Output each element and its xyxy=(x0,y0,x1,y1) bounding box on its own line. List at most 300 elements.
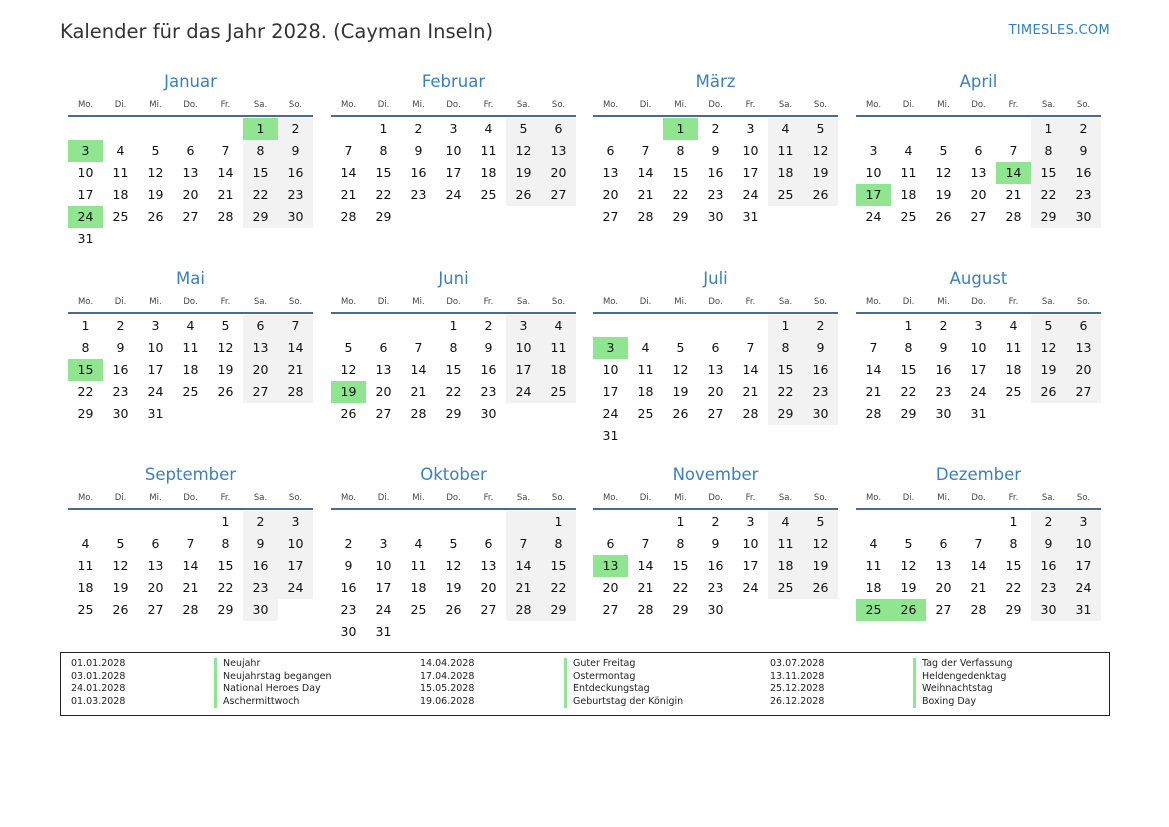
weekday-label: Mo. xyxy=(602,297,619,307)
day-cell: 27 xyxy=(1066,381,1101,403)
day-cell: 27 xyxy=(602,209,619,224)
empty-cell xyxy=(593,315,628,337)
day-cell: 28 xyxy=(410,406,427,421)
day-cell: 21 xyxy=(637,580,654,595)
day-cell: 23 xyxy=(707,187,724,202)
day-cell: 27 xyxy=(602,602,619,617)
header-rule xyxy=(331,312,576,314)
day-cell: 5 xyxy=(449,536,458,551)
day-cell: 9 xyxy=(278,140,313,162)
month-name: Mai xyxy=(176,269,205,288)
day-cell: 10 xyxy=(147,340,164,355)
day-cell: 10 xyxy=(602,362,619,377)
day-cell: 24 xyxy=(147,384,164,399)
weekday-label: Do. xyxy=(183,297,198,307)
day-cell: 21 xyxy=(865,384,882,399)
empty-cell xyxy=(628,511,663,533)
weekday-label: So. xyxy=(813,297,828,307)
day-cell: 17 xyxy=(445,165,462,180)
day-cell: 16 xyxy=(1031,555,1066,577)
weekday-label: Mi. xyxy=(149,297,162,307)
day-cell: 12 xyxy=(935,165,952,180)
weekday-label: Sa. xyxy=(253,100,268,110)
holiday-date: 03.01.2028 xyxy=(71,670,126,682)
day-cell: 2 xyxy=(711,121,720,136)
day-cell: 4 xyxy=(414,536,423,551)
weekday-label: Sa. xyxy=(778,493,793,503)
day-cell: 23 xyxy=(410,187,427,202)
day-cell: 20 xyxy=(147,580,164,595)
day-cell: 2 xyxy=(1066,118,1101,140)
day-cell: 6 xyxy=(151,536,160,551)
day-cell: 26 xyxy=(147,209,164,224)
weekday-label: Sa. xyxy=(516,100,531,110)
day-cell: 14 xyxy=(410,362,427,377)
weekday-label: Sa. xyxy=(516,297,531,307)
empty-cell xyxy=(593,118,628,140)
day-cell: 5 xyxy=(939,143,948,158)
day-cell: 30 xyxy=(935,406,952,421)
weekday-label: So. xyxy=(288,493,303,503)
day-cell: 18 xyxy=(768,162,803,184)
weekday-label: Do. xyxy=(971,100,986,110)
day-cell: 26 xyxy=(445,602,462,617)
empty-cell xyxy=(856,315,891,337)
month-name: Januar xyxy=(164,72,217,91)
day-cell: 28 xyxy=(865,406,882,421)
day-cell: 18 xyxy=(900,187,917,202)
day-cell: 12 xyxy=(672,362,689,377)
day-cell: 26 xyxy=(803,577,838,599)
day-cell: 23 xyxy=(243,577,278,599)
day-grid xyxy=(68,511,313,621)
day-cell: 6 xyxy=(541,118,576,140)
day-cell: 28 xyxy=(217,209,234,224)
month-september xyxy=(68,466,313,621)
weekday-label: Mi. xyxy=(149,100,162,110)
day-cell: 29 xyxy=(541,599,576,621)
day-cell: 13 xyxy=(935,558,952,573)
weekday-label: Fr. xyxy=(745,297,756,307)
day-cell: 24 xyxy=(278,577,313,599)
day-cell: 18 xyxy=(480,165,497,180)
weekday-label: Sa. xyxy=(1041,297,1056,307)
day-cell: 15 xyxy=(375,165,392,180)
day-cell: 25 xyxy=(480,187,497,202)
holiday-day-cell: 15 xyxy=(68,359,103,381)
day-cell: 21 xyxy=(970,580,987,595)
day-grid xyxy=(593,511,838,621)
day-cell: 17 xyxy=(375,580,392,595)
holiday-name: Heldengedenktag xyxy=(922,670,1007,682)
month-name: Juli xyxy=(703,269,728,288)
day-grid xyxy=(331,315,576,425)
day-cell: 20 xyxy=(243,359,278,381)
day-cell: 20 xyxy=(541,162,576,184)
day-cell: 6 xyxy=(186,143,195,158)
empty-cell xyxy=(138,118,173,140)
day-cell: 22 xyxy=(672,580,689,595)
day-cell: 7 xyxy=(186,536,195,551)
empty-cell xyxy=(173,511,208,533)
header-rule xyxy=(331,115,576,117)
empty-cell xyxy=(471,511,506,533)
holiday-day-cell: 1 xyxy=(243,118,278,140)
day-cell: 3 xyxy=(974,318,983,333)
weekday-label: Sa. xyxy=(516,493,531,503)
holiday-names-column xyxy=(214,658,332,708)
holiday-name: Neujahrstag begangen xyxy=(223,670,332,682)
day-cell: 9 xyxy=(939,340,948,355)
day-cell: 12 xyxy=(900,558,917,573)
day-cell: 22 xyxy=(1005,580,1022,595)
weekday-label: Mo. xyxy=(865,493,882,503)
weekday-header xyxy=(331,294,576,310)
holiday-day-cell: 3 xyxy=(593,337,628,359)
day-cell: 11 xyxy=(900,165,917,180)
day-cell: 27 xyxy=(935,602,952,617)
weekday-label: Fr. xyxy=(745,493,756,503)
weekday-label: Mi. xyxy=(937,297,950,307)
day-cell: 9 xyxy=(484,340,493,355)
day-cell: 19 xyxy=(112,580,129,595)
weekday-label: Di. xyxy=(114,297,127,307)
weekday-label: Mi. xyxy=(149,493,162,503)
day-cell: 6 xyxy=(606,536,615,551)
empty-cell xyxy=(891,511,926,533)
day-cell: 9 xyxy=(711,143,720,158)
day-cell: 22 xyxy=(77,384,94,399)
weekday-label: Di. xyxy=(377,100,390,110)
day-cell: 1 xyxy=(379,121,388,136)
day-cell: 18 xyxy=(112,187,129,202)
weekday-label: So. xyxy=(551,493,566,503)
holiday-name: Ostermontag xyxy=(573,670,636,682)
day-cell: 21 xyxy=(742,384,759,399)
day-cell: 18 xyxy=(637,384,654,399)
day-cell: 16 xyxy=(707,165,724,180)
header-rule xyxy=(68,115,313,117)
day-cell: 10 xyxy=(742,536,759,551)
empty-cell xyxy=(138,511,173,533)
day-cell: 3 xyxy=(869,143,878,158)
weekday-label: Fr. xyxy=(483,493,494,503)
day-cell: 22 xyxy=(217,580,234,595)
weekday-label: So. xyxy=(813,493,828,503)
empty-cell xyxy=(331,315,366,337)
day-cell: 30 xyxy=(480,406,497,421)
day-cell: 3 xyxy=(746,121,755,136)
weekday-label: So. xyxy=(1076,297,1091,307)
day-cell: 8 xyxy=(541,533,576,555)
day-cell: 19 xyxy=(935,187,952,202)
holiday-date: 24.01.2028 xyxy=(71,683,126,695)
day-cell: 10 xyxy=(445,143,462,158)
holiday-name: Entdeckungstag xyxy=(573,683,650,695)
weekday-label: So. xyxy=(288,297,303,307)
day-cell: 12 xyxy=(1031,337,1066,359)
holiday-day-cell: 26 xyxy=(891,599,926,621)
empty-cell xyxy=(331,118,366,140)
month-märz xyxy=(593,73,838,228)
day-cell: 12 xyxy=(147,165,164,180)
day-cell: 24 xyxy=(445,187,462,202)
day-cell: 30 xyxy=(278,206,313,228)
month-name: März xyxy=(695,72,736,91)
empty-cell xyxy=(103,118,138,140)
day-cell: 16 xyxy=(112,362,129,377)
day-cell: 7 xyxy=(641,536,650,551)
day-cell: 15 xyxy=(541,555,576,577)
day-cell: 18 xyxy=(768,555,803,577)
day-cell: 7 xyxy=(344,143,353,158)
day-cell: 11 xyxy=(541,337,576,359)
day-cell: 8 xyxy=(221,536,230,551)
weekday-label: Do. xyxy=(971,493,986,503)
day-cell: 3 xyxy=(278,511,313,533)
holiday-date: 01.03.2028 xyxy=(71,695,126,707)
day-cell: 19 xyxy=(147,187,164,202)
header-rule xyxy=(593,508,838,510)
day-cell: 13 xyxy=(707,362,724,377)
header-rule xyxy=(856,312,1101,314)
day-grid xyxy=(331,511,576,643)
day-cell: 1 xyxy=(541,511,576,533)
weekday-label: Fr. xyxy=(1008,493,1019,503)
day-cell: 26 xyxy=(935,209,952,224)
day-cell: 11 xyxy=(768,140,803,162)
day-cell: 6 xyxy=(711,340,720,355)
empty-cell xyxy=(733,315,768,337)
month-name: August xyxy=(949,269,1008,288)
day-cell: 4 xyxy=(186,318,195,333)
day-cell: 6 xyxy=(484,536,493,551)
weekday-header xyxy=(856,97,1101,113)
day-grid xyxy=(856,315,1101,425)
day-cell: 3 xyxy=(746,514,755,529)
day-cell: 3 xyxy=(506,315,541,337)
day-cell: 21 xyxy=(637,187,654,202)
day-cell: 12 xyxy=(340,362,357,377)
month-mai xyxy=(68,270,313,425)
day-cell: 25 xyxy=(768,577,803,599)
day-cell: 17 xyxy=(506,359,541,381)
day-cell: 28 xyxy=(506,599,541,621)
weekday-label: Mo. xyxy=(77,100,94,110)
weekday-label: So. xyxy=(1076,493,1091,503)
day-cell: 7 xyxy=(641,143,650,158)
weekday-label: Mo. xyxy=(602,100,619,110)
day-cell: 18 xyxy=(182,362,199,377)
day-cell: 15 xyxy=(672,165,689,180)
day-cell: 17 xyxy=(1066,555,1101,577)
day-cell: 31 xyxy=(742,209,759,224)
empty-cell xyxy=(856,511,891,533)
day-cell: 12 xyxy=(217,340,234,355)
day-cell: 20 xyxy=(602,580,619,595)
day-cell: 16 xyxy=(1066,162,1101,184)
day-cell: 27 xyxy=(970,209,987,224)
day-cell: 24 xyxy=(602,406,619,421)
day-cell: 9 xyxy=(414,143,423,158)
day-cell: 21 xyxy=(410,384,427,399)
day-cell: 9 xyxy=(116,340,125,355)
day-cell: 22 xyxy=(768,381,803,403)
weekday-label: Mo. xyxy=(340,493,357,503)
day-cell: 23 xyxy=(803,381,838,403)
weekday-label: Mo. xyxy=(77,297,94,307)
day-cell: 12 xyxy=(112,558,129,573)
holiday-name: Boxing Day xyxy=(922,695,977,707)
header-rule xyxy=(68,312,313,314)
day-cell: 27 xyxy=(480,602,497,617)
weekday-label: Do. xyxy=(708,100,723,110)
holiday-date: 17.04.2028 xyxy=(420,670,475,682)
day-cell: 11 xyxy=(410,558,427,573)
day-cell: 7 xyxy=(278,315,313,337)
day-cell: 14 xyxy=(278,337,313,359)
weekday-label: Fr. xyxy=(220,100,231,110)
month-februar xyxy=(331,73,576,228)
weekday-header xyxy=(593,97,838,113)
month-oktober xyxy=(331,466,576,643)
day-cell: 22 xyxy=(1031,184,1066,206)
day-cell: 9 xyxy=(711,536,720,551)
day-cell: 12 xyxy=(803,140,838,162)
day-cell: 19 xyxy=(1031,359,1066,381)
day-cell: 25 xyxy=(77,602,94,617)
day-cell: 24 xyxy=(742,580,759,595)
holiday-date: 13.11.2028 xyxy=(770,670,825,682)
day-cell: 16 xyxy=(243,555,278,577)
day-cell: 29 xyxy=(1005,602,1022,617)
month-name: Juni xyxy=(438,269,469,288)
weekday-label: Di. xyxy=(639,100,652,110)
weekday-label: Mi. xyxy=(937,100,950,110)
weekday-label: Sa. xyxy=(1041,100,1056,110)
day-cell: 4 xyxy=(641,340,650,355)
day-cell: 12 xyxy=(803,533,838,555)
day-cell: 22 xyxy=(672,187,689,202)
day-cell: 26 xyxy=(112,602,129,617)
weekday-label: Mo. xyxy=(865,100,882,110)
weekday-label: Mi. xyxy=(674,493,687,503)
day-cell: 31 xyxy=(1066,599,1101,621)
day-cell: 15 xyxy=(217,558,234,573)
day-cell: 13 xyxy=(375,362,392,377)
day-cell: 25 xyxy=(541,381,576,403)
month-name: September xyxy=(144,465,237,484)
empty-cell xyxy=(366,315,401,337)
holiday-day-cell: 14 xyxy=(996,162,1031,184)
day-cell: 21 xyxy=(182,580,199,595)
day-grid xyxy=(68,315,313,425)
holiday-day-cell: 1 xyxy=(663,118,698,140)
day-cell: 29 xyxy=(217,602,234,617)
weekday-label: Fr. xyxy=(1008,100,1019,110)
day-cell: 17 xyxy=(278,555,313,577)
weekday-label: Do. xyxy=(708,297,723,307)
weekday-label: So. xyxy=(551,100,566,110)
day-cell: 30 xyxy=(803,403,838,425)
weekday-label: Mi. xyxy=(937,493,950,503)
day-cell: 5 xyxy=(151,143,160,158)
day-cell: 31 xyxy=(602,428,619,443)
day-cell: 23 xyxy=(707,580,724,595)
day-cell: 5 xyxy=(803,118,838,140)
month-name: November xyxy=(672,465,759,484)
day-cell: 1 xyxy=(676,514,685,529)
holiday-dates-column xyxy=(770,658,824,708)
day-cell: 16 xyxy=(410,165,427,180)
weekday-label: Sa. xyxy=(778,297,793,307)
day-cell: 29 xyxy=(900,406,917,421)
month-januar xyxy=(68,73,313,250)
day-cell: 29 xyxy=(672,209,689,224)
day-cell: 2 xyxy=(243,511,278,533)
day-cell: 10 xyxy=(278,533,313,555)
day-cell: 13 xyxy=(243,337,278,359)
day-cell: 20 xyxy=(375,384,392,399)
weekday-label: Do. xyxy=(971,297,986,307)
day-cell: 28 xyxy=(742,406,759,421)
day-cell: 30 xyxy=(340,624,357,639)
day-cell: 2 xyxy=(414,121,423,136)
holiday-name: Aschermittwoch xyxy=(223,695,300,707)
day-cell: 20 xyxy=(602,187,619,202)
empty-cell xyxy=(173,118,208,140)
weekday-label: Fr. xyxy=(220,297,231,307)
day-cell: 4 xyxy=(768,511,803,533)
day-cell: 26 xyxy=(217,384,234,399)
header-rule xyxy=(856,115,1101,117)
day-cell: 3 xyxy=(449,121,458,136)
day-cell: 27 xyxy=(541,184,576,206)
holiday-dates-column xyxy=(71,658,125,708)
day-cell: 25 xyxy=(112,209,129,224)
day-cell: 31 xyxy=(375,624,392,639)
day-cell: 7 xyxy=(506,533,541,555)
holiday-name: Tag der Verfassung xyxy=(922,658,1013,669)
weekday-label: So. xyxy=(813,100,828,110)
day-cell: 8 xyxy=(81,340,90,355)
day-cell: 8 xyxy=(379,143,388,158)
page-title: Kalender für das Jahr 2028. (Cayman Inseln) xyxy=(60,20,494,43)
brand-link[interactable]: TIMESLES.COM xyxy=(1008,23,1110,38)
day-cell: 28 xyxy=(340,209,357,224)
day-cell: 4 xyxy=(116,143,125,158)
day-cell: 17 xyxy=(147,362,164,377)
day-cell: 22 xyxy=(541,577,576,599)
weekday-header xyxy=(593,294,838,310)
day-cell: 19 xyxy=(445,580,462,595)
empty-cell xyxy=(996,118,1031,140)
day-cell: 23 xyxy=(1066,184,1101,206)
weekday-label: Do. xyxy=(446,100,461,110)
weekday-label: So. xyxy=(288,100,303,110)
day-cell: 31 xyxy=(77,231,94,246)
day-cell: 25 xyxy=(410,602,427,617)
day-cell: 13 xyxy=(147,558,164,573)
day-cell: 23 xyxy=(340,602,357,617)
weekday-label: Do. xyxy=(446,493,461,503)
month-november xyxy=(593,466,838,621)
day-cell: 3 xyxy=(379,536,388,551)
day-cell: 7 xyxy=(974,536,983,551)
day-cell: 7 xyxy=(746,340,755,355)
month-name: Oktober xyxy=(420,465,487,484)
day-cell: 21 xyxy=(1005,187,1022,202)
